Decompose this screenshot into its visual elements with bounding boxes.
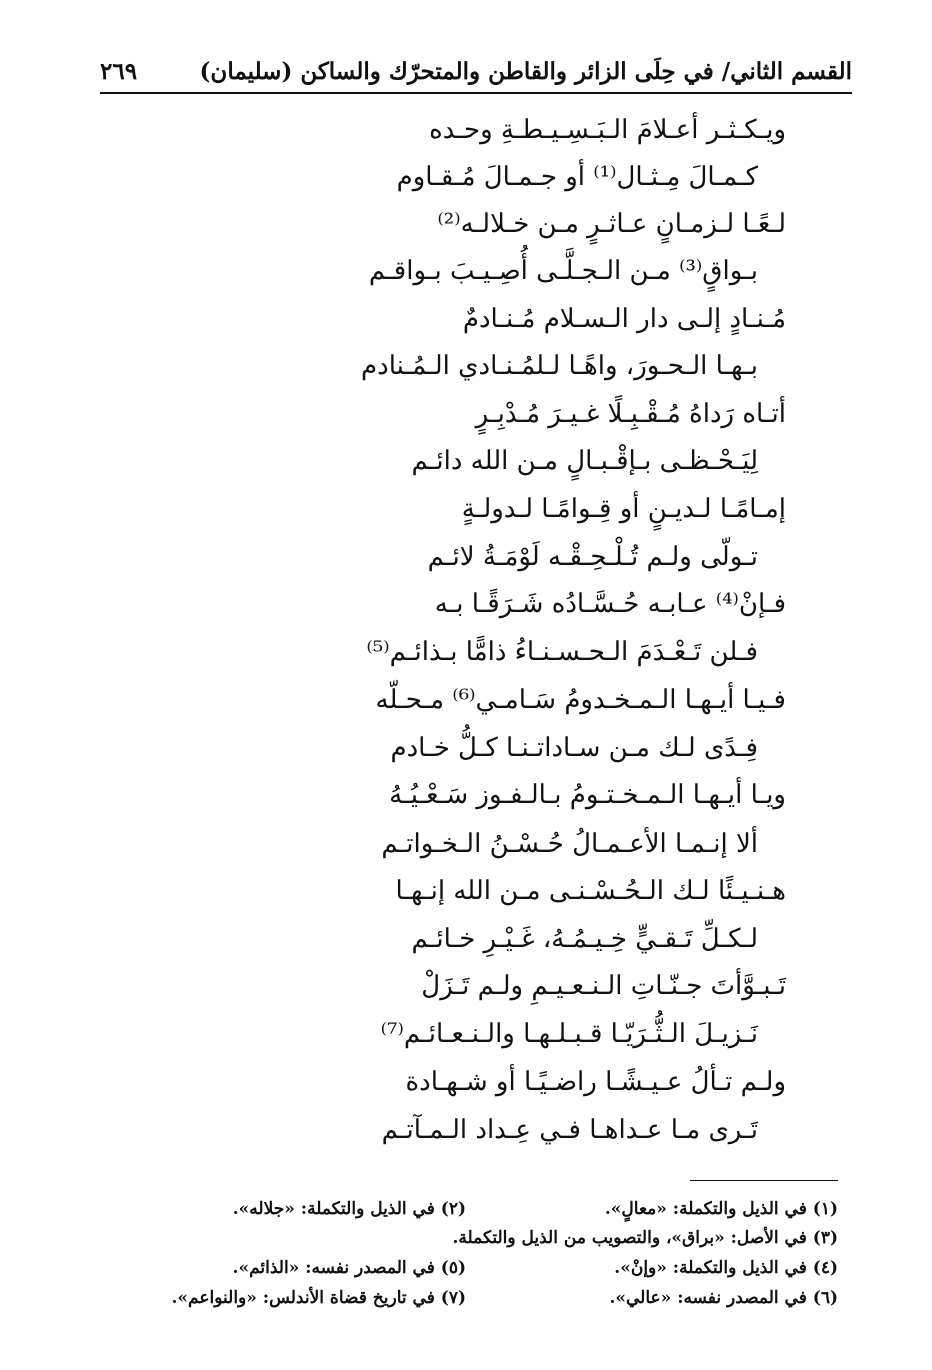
verse-line: تَـرى مـا عـداهـا فـي عِـداد الـمـآتـم (381, 1115, 758, 1145)
verse-line: مُـنـادٍ إلـى دار الـسـلام مُـنـادمٌ (462, 304, 786, 334)
verse-line: هـنـيـئًا لـك الـحُـسْـنـى مـن الله إنـهـا (395, 876, 786, 906)
footnote: (٢) في الذيل والتكملة: «جلاله». (232, 1199, 466, 1219)
verse-line: إمـامًـا لـديـنٍ أو قِـوامًـا لـدولـةٍ (461, 494, 786, 524)
verse-line: نَـزيـلَ الـثُّـرَيّـا قـبـلـهـا والـنـعـائـم⁽⁷⁾ (380, 1019, 758, 1049)
verse-line: فـيـا أيـهـا الـمـخـدومُ سَـامـي⁽⁶⁾ مـحـلّه (375, 685, 786, 715)
footnote: (٧) في تاريخ قضاة الأندلس: «والنواعم». (171, 1288, 466, 1308)
verse-line: لـكـلِّ تَـقـيٍّ خِـيـمُـهُ، غَـيْـرِ خـائـم (411, 924, 758, 954)
header-rule (100, 92, 852, 94)
verse-line: لِيَـحْـظـى بـإقْـبـالٍ مـن الله دائـم (411, 446, 758, 476)
verse-line: أتـاه رَداهُ مُـقْـبِـلًا غـيـرَ مُـدْبِـرٍ (475, 399, 786, 429)
verse-line: لـعًـا لـزمـانٍ عـاثـرٍ مـن خـلالـه⁽²⁾ (437, 209, 786, 239)
footnote: (٥) في المصدر نفسه: «الذائم». (232, 1258, 466, 1278)
running-header (100, 52, 852, 92)
verse-line: بـهـا الـحـورَ، واهًـا لـلمُـنـادي الـمُـنادم (361, 351, 758, 381)
verse-line: تَـبـوَّأتَ جـنّـاتِ الـنـعـيـمِ ولـم تَـزَلْ (421, 971, 786, 1001)
verse-line: ألا إنـمـا الأعـمـالُ حُـسْـنُ الـخـواتـم (381, 829, 758, 859)
verse-line: بـواقٍ⁽³⁾ مـن الـجـلَّـى أُصِـيـبَ بـواقـم (368, 256, 758, 286)
verse-line: فِـدًى لـك مـن سـاداتـنـا كـلُّ خـادم (390, 733, 758, 763)
header-title: القسم الثاني/ في حِلَى الزائر والقاطن والمتحرّك والساكن (سليمان) (199, 58, 852, 85)
verse-line: كـمـالَ مِـثـال⁽¹⁾ أو جـمـالَ مُـقـاوم (396, 162, 758, 192)
footnote-rule (690, 1180, 838, 1181)
footnote: (٦) في المصدر نفسه: «عالي». (609, 1288, 838, 1308)
footnote: (١) في الذيل والتكملة: «معالٍ». (604, 1199, 838, 1219)
verse-line: تـولّى ولـم تُـلْـحِـقْـه لَوْمَـةُ لائـم (427, 542, 758, 572)
verse-line: ولـم تـألُ عـيـشًـا راضـيًـا أو شـهـادة (405, 1067, 786, 1097)
verse-line: فـإنْ⁽⁴⁾ عـابـه حُـسَّـادُه شَـرَقًـا بـه (434, 589, 786, 619)
verse-line: ويـكـثـر أعـلامَ الـبَـسِـيـطـةِ وحـده (429, 115, 786, 145)
footnote: (٣) في الأصل: «براق»، والتصويب من الذيل والتكملة. (452, 1228, 838, 1248)
page-number: ٢٦٩ (100, 58, 138, 85)
footnote: (٤) في الذيل والتكملة: «وإنْ». (614, 1258, 838, 1278)
verse-line: ويـا أيـهـا الـمـخـتـومُ بـالـفـوز سَـعْـيُـهُ (389, 780, 786, 810)
verse-line: فـلن تَـعْـدَمَ الـحـسـنـاءُ ذامًّا بـذائـم⁽⁵⁾ (366, 637, 758, 667)
